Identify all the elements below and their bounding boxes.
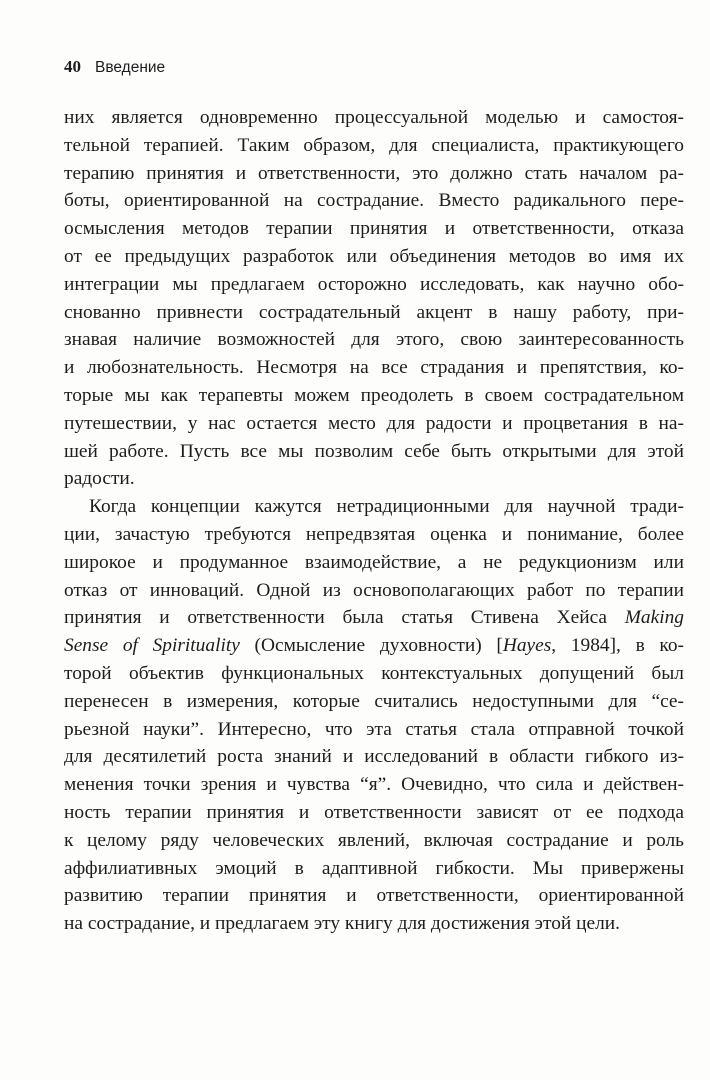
text-run: принятия и ответственности была статья Стивена Хейса [64,607,608,629]
text-line: для десятилетий роста знаний и исследований в области гибкого из- [64,746,684,768]
body-text [64,104,684,938]
text-line: торой объектив функциональных контекстуальных допущений был [64,662,684,684]
text-line: от ее предыдущих разработок или объединения методов во имя их [64,245,684,267]
running-head [64,57,165,78]
book-title-italic: Making [624,607,684,629]
text-run: , 1984], в ко- [551,635,685,657]
text-line: ность терапии принятия и ответственности зависят от ее подхода [64,801,684,823]
text-line [64,604,684,632]
text-line: них является одновременно процессуальной моделью и самостоя- [64,107,684,128]
text-line: торые мы как терапевты можем преодолеть в своем сострадательном [64,384,684,406]
citation-author-italic: Hayes [502,635,552,657]
text-line [64,632,684,660]
text-line: интеграции мы предлагаем осторожно исследовать, как научно обо- [64,273,684,295]
text-line: осмысления методов терапии принятия и ответственности, отказа [64,218,684,240]
text-line: и любознательность. Несмотря на все страдания и препятствия, ко- [64,357,684,379]
text-line: отказ от инноваций. Одной из основополагающих работ по терапии [64,579,684,601]
text-line: терапию принятия и ответственности, это должно стать началом ра- [64,162,684,184]
text-line: знавая наличие возможностей для этого, свою заинтересованность [64,329,684,351]
text-line: снованно привнести сострадательный акцент в нашу работу, при- [64,301,684,323]
text-line: путешествии, у нас остается место для радости и процветания в на- [64,412,684,434]
paragraph-1 [64,104,684,493]
text-line: перенесен в измерения, которые считались недоступными для “се- [64,690,684,712]
page-number: 40 [64,57,81,76]
text-line: радости. [64,468,135,490]
text-line: ции, зачастую требуются непредвзятая оценка и понимание, более [64,523,684,545]
text-line: шей работе. Пусть все мы позволим себе быть открытыми для этой [64,440,684,462]
text-line: боты, ориентированной на сострадание. Вместо радикального пере- [64,190,684,212]
text-line: аффилиативных эмоций в адаптивной гибкости. Мы привержены [64,857,684,879]
text-line: развитию терапии принятия и ответственности, ориентированной [64,885,684,907]
paragraph-2 [64,493,684,938]
text-run: (Осмысление духовности) [ [254,635,503,657]
text-line: рьезной науки”. Интересно, что эта статья стала отправной точкой [64,718,684,740]
section-title: Введение [95,59,166,76]
text-line: менения точки зрения и чувства “я”. Очевидно, что сила и действен- [64,774,684,796]
text-line: к целому ряду человеческих явлений, включая сострадание и роль [64,829,684,851]
book-title-italic: Sense of Spirituality [64,635,240,657]
text-line: тельной терапией. Таким образом, для специалиста, практикующего [64,134,684,156]
text-line: Когда концепции кажутся нетрадиционными для научной тради- [89,496,684,518]
text-line: на сострадание, и предлагаем эту книгу для достижения этой цели. [64,913,621,935]
text-line: широкое и продуманное взаимодействие, а не редукционизм или [64,551,684,573]
